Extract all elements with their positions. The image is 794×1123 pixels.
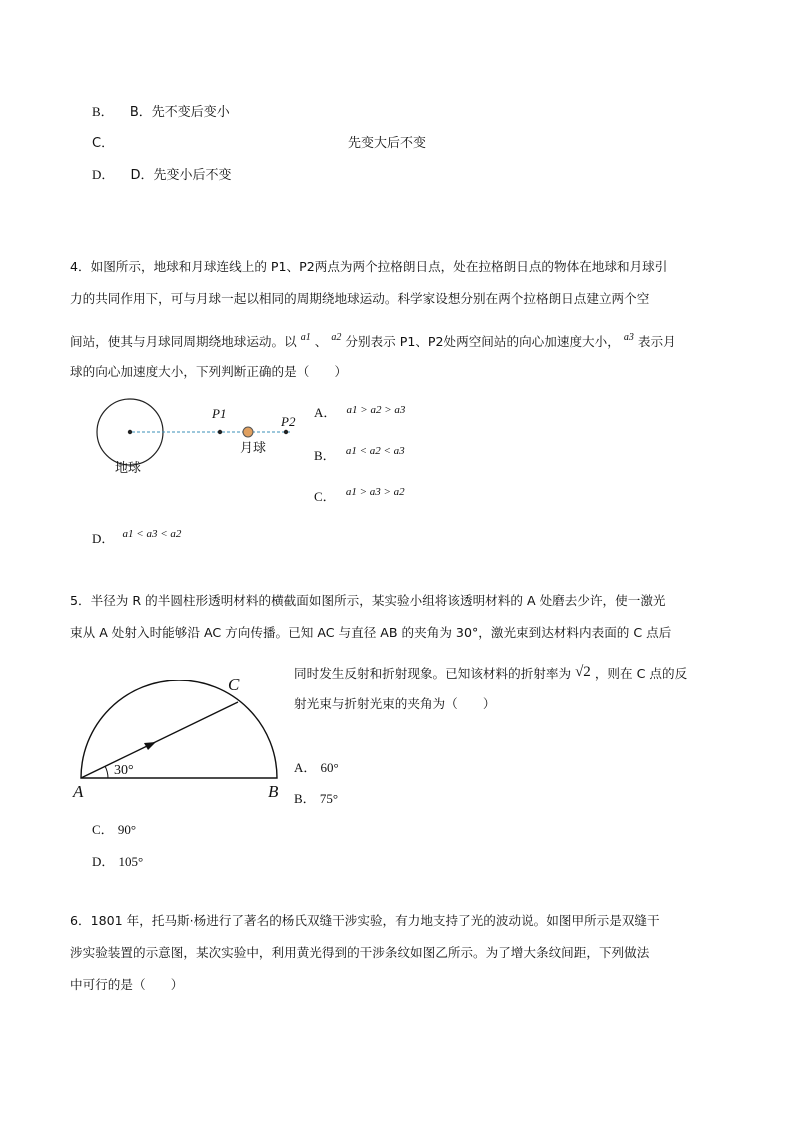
q4-option-d-letter: D． bbox=[92, 531, 115, 546]
q4-option-b bbox=[314, 446, 405, 463]
q4-a2-symbol: a2 bbox=[331, 332, 342, 343]
q5-option-a-text: 60° bbox=[320, 760, 339, 775]
q5-option-c-text: 90° bbox=[117, 822, 137, 837]
q5-point-b-label: B bbox=[268, 782, 279, 801]
q4-option-d-text: a1 < a3 < a2 bbox=[122, 528, 182, 540]
q5-option-c-letter: C． bbox=[92, 822, 114, 837]
angle-arc bbox=[105, 766, 108, 778]
p1-dot bbox=[218, 430, 222, 434]
q3-option-d-letter: D． bbox=[92, 167, 115, 182]
q5-line-2: 束从 A 处射入时能够沿 AC 方向传播。已知 AC 与直径 AB 的夹角为 30°，激光束到达材料内表面的 C 点后 bbox=[70, 625, 672, 640]
q5-line-1: 5．半径为 R 的半圆柱形透明材料的横截面如图所示，某实验小组将该透明材料的 A 处磨去少许，使一激光 bbox=[70, 593, 666, 608]
q4-line-3-d: 表示月 bbox=[637, 334, 676, 349]
q3-option-c-letter: C． bbox=[92, 136, 115, 151]
q5-line-3 bbox=[294, 665, 687, 681]
q3-option-d-text: D．先变小后不变 bbox=[130, 168, 232, 183]
q3-option-b bbox=[92, 105, 230, 119]
q3-option-b-text: B．先不变后变小 bbox=[129, 105, 230, 120]
q4-option-a-text: a1 > a2 > a3 bbox=[346, 404, 406, 416]
q5-option-a bbox=[294, 761, 339, 775]
q6-line-1: 6．1801 年，托马斯·杨进行了著名的杨氏双缝干涉实验，有力地支持了光的波动说。如图甲所示是双缝干 bbox=[70, 913, 660, 928]
q4-option-a bbox=[314, 405, 405, 420]
q4-line-3-a: 间站，使其与月球同周期绕地球运动。以 bbox=[70, 334, 297, 349]
q6-line-2: 涉实验装置的示意图，某次实验中，利用黄光得到的干涉条纹如图乙所示。为了增大条纹间距，下列做法 bbox=[70, 945, 650, 960]
q4-p1-label: P1 bbox=[212, 406, 227, 421]
q3-option-d bbox=[92, 168, 232, 182]
q5-option-c bbox=[92, 823, 136, 837]
p2-dot bbox=[284, 430, 288, 434]
q4-option-a-letter: A． bbox=[314, 405, 337, 420]
q5-option-b-letter: B． bbox=[294, 791, 316, 806]
q4-line-3-b: 、 bbox=[314, 334, 328, 349]
q5-line-3-a: 同时发生反射和折射现象。已知该材料的折射率为 bbox=[294, 666, 572, 681]
earth-center-dot bbox=[128, 430, 132, 434]
moon-circle bbox=[243, 427, 253, 437]
q4-option-c-letter: C． bbox=[314, 489, 336, 504]
q4-line-1: 4．如图所示，地球和月球连线上的 P1、P2两点为两个拉格朗日点，处在拉格朗日点的物体在地球和月球引 bbox=[70, 259, 668, 274]
q5-semicircle-figure bbox=[70, 680, 295, 805]
q3-option-c-text: 先变大后不变 bbox=[348, 136, 427, 151]
q4-option-c bbox=[314, 487, 405, 504]
q6-line-3: 中可行的是（ ） bbox=[70, 977, 184, 992]
q5-option-b bbox=[294, 792, 338, 806]
q4-earth-label: 地球 bbox=[115, 461, 142, 476]
q4-moon-label: 月球 bbox=[240, 441, 267, 456]
q5-sqrt2: √2 bbox=[575, 664, 591, 680]
q4-line-3 bbox=[70, 333, 676, 349]
q4-option-b-letter: B． bbox=[314, 448, 336, 463]
q5-option-b-text: 75° bbox=[319, 791, 339, 806]
q4-line-3-c: 分别表示 P1、P2处两空间站的向心加速度大小， bbox=[345, 334, 620, 349]
q5-point-c-label: C bbox=[228, 675, 240, 694]
q4-p2-label: P2 bbox=[281, 414, 296, 429]
q4-a3-symbol: a3 bbox=[623, 332, 634, 343]
q4-a1-symbol: a1 bbox=[300, 332, 311, 343]
q5-option-a-letter: A． bbox=[294, 760, 317, 775]
q4-line-4: 球的向心加速度大小，下列判断正确的是（ ） bbox=[70, 364, 348, 379]
q4-option-c-text: a1 > a3 > a2 bbox=[345, 486, 405, 498]
q4-option-d bbox=[92, 529, 181, 546]
q3-option-b-letter: B． bbox=[92, 104, 114, 119]
q5-line-4: 射光束与折射光束的夹角为（ ） bbox=[294, 696, 496, 711]
q5-angle-label: 30° bbox=[114, 763, 134, 778]
q5-option-d-text: 105° bbox=[118, 854, 144, 869]
q5-option-d-letter: D． bbox=[92, 854, 115, 869]
q4-option-b-text: a1 < a2 < a3 bbox=[345, 445, 405, 457]
q5-option-d bbox=[92, 855, 143, 869]
q5-line-3-b: ，则在 C 点的反 bbox=[594, 666, 688, 681]
q4-line-2: 力的共同作用下，可与月球一起以相同的周期绕地球运动。科学家设想分别在两个拉格朗日点建立两个空 bbox=[70, 291, 650, 306]
q5-point-a-label: A bbox=[73, 782, 84, 801]
ray-arrowhead bbox=[144, 742, 156, 750]
